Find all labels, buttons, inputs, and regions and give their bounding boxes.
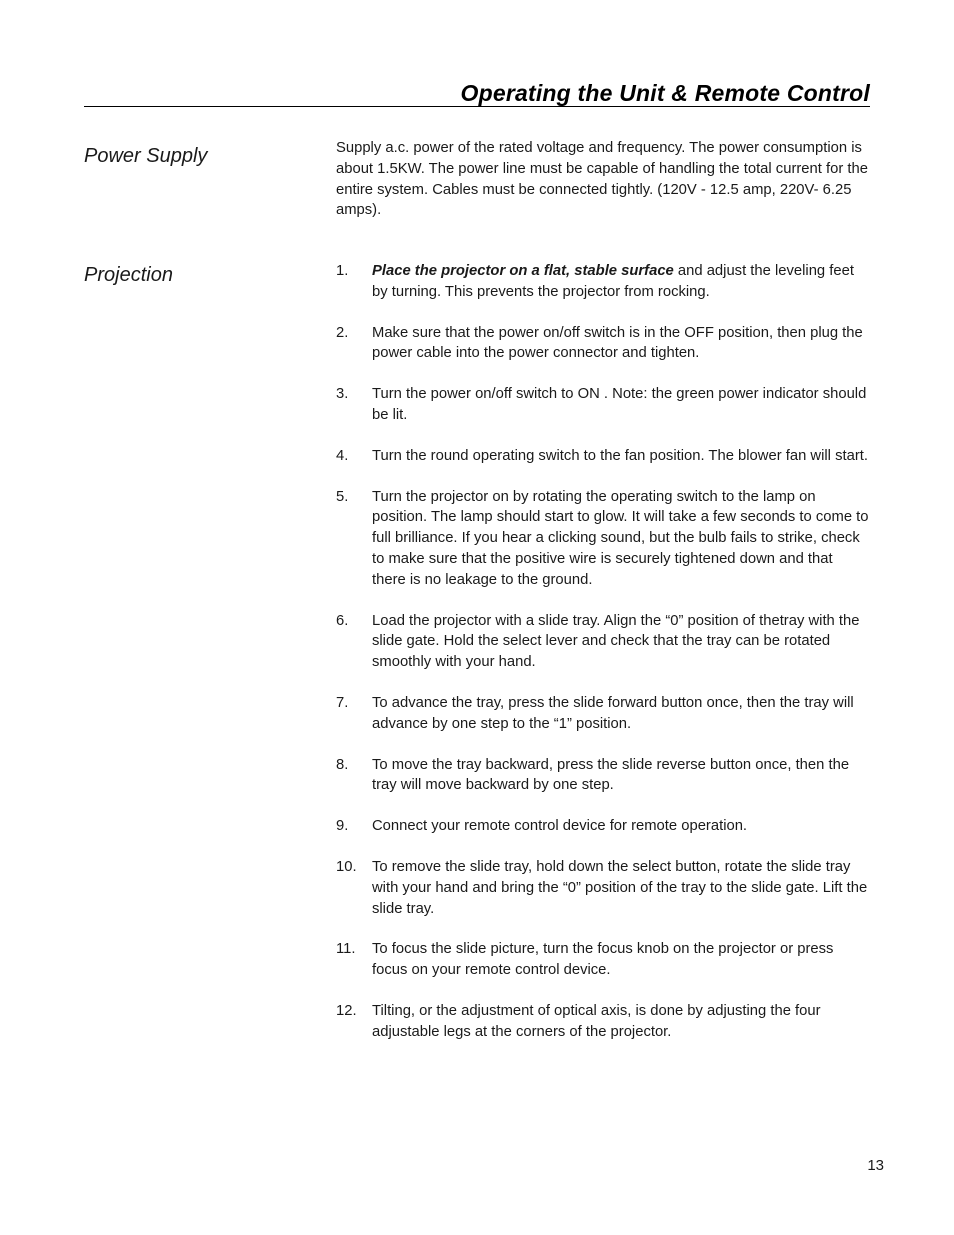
step-text: Tilting, or the adjustment of optical axis, is done by adjusting the four adjustable legs at the corners of the projector. (372, 1002, 821, 1040)
power-supply-paragraph: Supply a.c. power of the rated voltage and frequency. The power consumption is about 1.5KW. The power line must be capable of handling the total current for the entire system. Cables must be connected tightly. (120V - 12.5 amp, 220V- 6.25 amps). (336, 140, 868, 219)
header-rule (84, 106, 870, 107)
step-item (336, 611, 870, 673)
step-number: 10. (336, 858, 357, 875)
step-number: 2. (336, 324, 349, 341)
step-number: 3. (336, 386, 349, 403)
step-item (336, 261, 870, 303)
step-item (336, 446, 870, 467)
projection-steps-list (336, 261, 870, 1063)
step-text: To move the tray backward, press the slide reverse button once, then the tray will move backward by one step. (372, 756, 850, 794)
step-item (336, 323, 870, 365)
step-number: 1. (336, 263, 349, 279)
step-number: 5. (336, 488, 349, 505)
step-number: 7. (336, 694, 349, 711)
step-item (336, 1001, 870, 1043)
step-item (336, 755, 870, 797)
step-item (336, 487, 870, 591)
section-heading-projection: Projection (84, 264, 173, 286)
step-number: 12. (336, 1002, 357, 1019)
step-item (336, 939, 870, 981)
step-emphasis: Place the projector on a flat, stable surface (372, 263, 674, 279)
step-text: Connect your remote control device for remote operation. (372, 818, 748, 835)
step-text: Make sure that the power on/off switch is in the OFF position, then plug the power cable into the power connector and tighten. (372, 324, 863, 362)
step-number: 4. (336, 447, 349, 464)
step-number: 8. (336, 756, 349, 773)
step-text: To focus the slide picture, turn the focus knob on the projector or press focus on your remote control device. (372, 941, 834, 979)
step-item (336, 857, 870, 919)
step-item (336, 816, 870, 837)
step-number: 6. (336, 612, 349, 629)
step-text: and adjust the leveling feet by turning. This prevents the projector from rocking. (372, 263, 854, 300)
step-text: Turn the projector on by rotating the operating switch to the lamp on position. The lamp should start to glow. It will take a few seconds to come to full brilliance. If you hear a clicking sound, but the bulb fails to strike, check to make sure that the positive wire is securely tightened down and that there is no leakage to the ground. (372, 488, 869, 588)
step-number: 11. (336, 941, 356, 958)
step-item (336, 693, 870, 735)
page-number: 13 (867, 1157, 884, 1174)
step-text: Load the projector with a slide tray. Align the “0” position of thetray with the slide gate. Hold the select lever and check that the tray can be rotated smoothly with your hand. (372, 612, 860, 671)
section-heading-power-supply: Power Supply (84, 145, 208, 167)
step-text: To remove the slide tray, hold down the select button, rotate the slide tray with your hand and bring the “0” position of the tray to the slide gate. Lift the slide tray. (372, 858, 868, 917)
step-number: 9. (336, 818, 349, 835)
step-text: To advance the tray, press the slide forward button once, then the tray will advance by one step to the “1” position. (372, 694, 854, 732)
step-text: Turn the round operating switch to the fan position. The blower fan will start. (372, 447, 868, 464)
header-title: Operating the Unit & Remote Control (460, 80, 870, 106)
step-item (336, 384, 870, 426)
step-text: Turn the power on/off switch to ON . Note: the green power indicator should be lit. (372, 386, 867, 423)
